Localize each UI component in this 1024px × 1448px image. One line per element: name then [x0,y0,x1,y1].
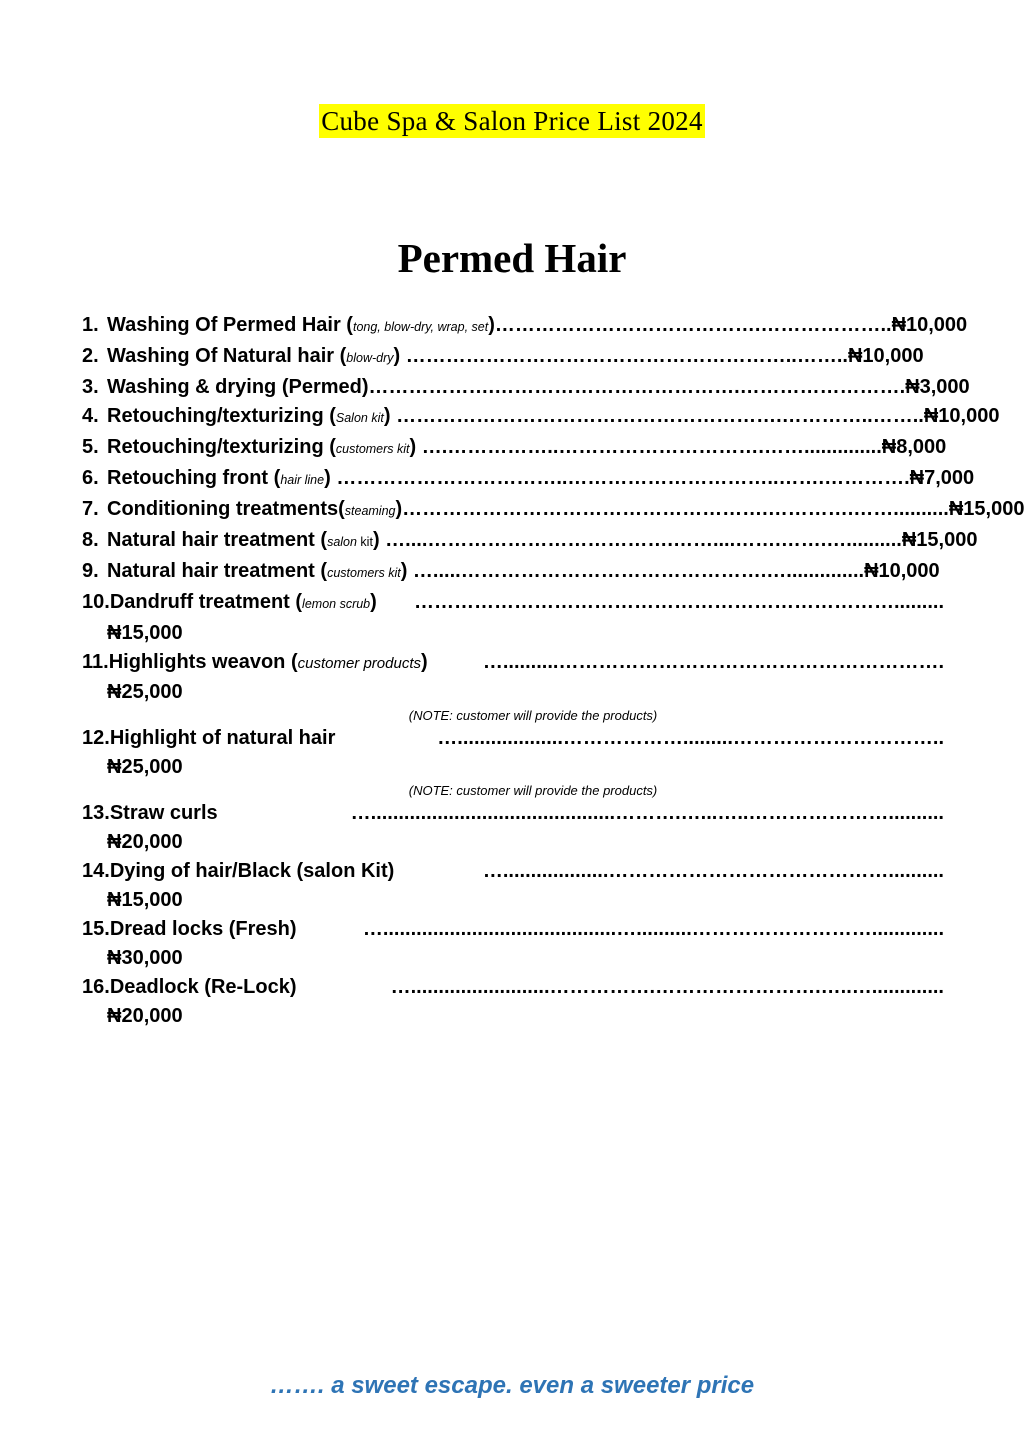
leader-dots: …………………………………………………..…….. [405,345,848,367]
item-number: 3. [82,376,99,398]
header [0,104,1024,138]
item-detail: customers kit [327,566,401,580]
item-name: Washing & drying (Permed) [107,376,369,398]
leader-dots: ….....……………………………………….….............. [412,560,865,582]
list-item [82,915,944,973]
item-price: ₦25,000 [107,681,183,703]
item-price: ₦8,000 [881,436,947,458]
item-price: ₦30,000 [107,947,183,969]
item-detail: salon [327,535,357,549]
item-number: 8. [82,529,99,551]
item-price: ₦3,000 [905,376,970,398]
item-price: ₦10,000 [847,345,924,367]
leader-dots: ………………………………………………….…………..…….. [396,405,924,427]
item-detail: hair line [280,473,325,487]
leader-dots: ……………………………………………….………….…….......... [402,498,949,520]
item-price: ₦10,000 [891,314,968,336]
item-number: 13. [82,802,110,824]
list-item [82,433,947,464]
item-name: Highlight of natural hair [109,727,336,749]
item-name: Dread locks (Fresh) [109,918,297,940]
list-item [82,495,1024,526]
item-close: ) [395,498,403,520]
item-price: ₦15,000 [948,498,1024,520]
list-item [82,799,944,857]
item-name: Straw curls [109,802,218,824]
list-item [82,648,944,707]
list-item [82,464,975,495]
item-detail: Salon kit [335,411,384,425]
price-list [82,311,1024,1031]
item-name: Dandruff treatment (lemon scrub) [109,591,377,613]
item-name: Natural hair treatment ( [107,560,328,582]
list-item [82,973,944,1031]
item-close: ) [383,405,397,427]
item-price: ₦15,000 [901,529,978,551]
list-item [82,557,944,588]
list-item [82,342,944,373]
item-detail: customers kit [335,442,410,456]
item-name: Retouching/texturizing ( [107,405,336,427]
item-number: 1. [82,314,99,336]
list-item [82,311,968,342]
leader-dots: …....……………………………….……....…….…….….......... [385,529,902,551]
list-item [82,373,970,402]
item-number: 10. [82,591,110,613]
item-detail: customer products [297,655,421,672]
item-number: 15. [82,918,110,940]
leader-dots: ………………………………….……………….. [494,314,892,336]
item-number: 12. [82,727,110,749]
item-number: 11. [82,651,109,673]
list-item [82,526,978,557]
footer-tagline: ……. a sweet escape. even a sweeter price [269,1372,755,1399]
item-number: 5. [82,436,99,458]
section-title: Permed Hair [397,235,627,281]
item-price: ₦15,000 [107,622,183,644]
item-close: ) [372,529,386,551]
item-price: ₦7,000 [909,467,975,489]
item-name: Conditioning treatments( [107,498,345,520]
item-close: ) [393,345,406,367]
list-item [82,724,944,782]
leader-dots: ………………………………………………………………......... [413,591,944,613]
note-text: (NOTE: customer will provide the products) [408,783,658,798]
item-detail: steaming [344,504,396,518]
item-name: Dying of hair/Black (salon Kit) [109,860,395,882]
item-detail-suffix: kit [356,535,373,549]
leader-dots: …............................................……….…...…..………………….......... [350,802,944,824]
leader-dots: ……………….……………………………….……………………. [368,376,906,398]
item-name: Retouching/texturizing ( [107,436,336,458]
list-item [82,402,1000,433]
item-price: ₦20,000 [107,1005,183,1027]
item-number: 14. [82,860,110,882]
item-close: ) [488,314,495,336]
item-price: ₦25,000 [107,756,183,778]
item-price: ₦15,000 [107,889,183,911]
item-name: Highlights weavon (customer products) [108,651,428,673]
item-number: 7. [82,498,99,520]
item-name: Retouching front ( [107,467,281,489]
item-number: 4. [82,405,99,427]
item-detail: tong, blow-dry, wrap, set [352,320,489,334]
item-name: Deadlock (Re-Lock) [109,976,297,998]
note-text: (NOTE: customer will provide the products) [408,708,658,723]
item-number: 9. [82,560,99,582]
item-price: ₦20,000 [107,831,183,853]
item-name: Washing Of Permed Hair ( [107,314,353,336]
item-number: 16. [82,976,110,998]
item-price: ₦10,000 [864,560,940,582]
leader-dots: …...................…………………………………….......... [482,860,944,882]
leader-dots: ……………………………..…………………………..…….…………. [336,467,910,489]
leader-dots: ….……………..………………………….…….............. [421,436,882,458]
item-name: Washing Of Natural hair ( [107,345,347,367]
list-item [82,588,944,648]
item-number: 2. [82,345,99,367]
leader-dots: …..........................................…..........………………………............. [362,918,944,940]
item-close: ) [324,467,337,489]
price-list-title: Cube Spa & Salon Price List 2024 [321,106,703,136]
item-close: ) [400,560,413,582]
item-detail: lemon scrub [302,597,371,611]
leader-dots: ….........................…………….…………………….…..…............. [390,976,944,998]
leader-dots: …..........…………………………………………………. [482,651,944,673]
item-close: ) [409,436,422,458]
item-detail: blow-dry [346,351,394,365]
leader-dots: …...................……………….........………………………….. [437,727,944,749]
item-price: ₦10,000 [923,405,1000,427]
list-item [82,857,944,915]
item-name: Natural hair treatment ( [107,529,328,551]
item-number: 6. [82,467,99,489]
